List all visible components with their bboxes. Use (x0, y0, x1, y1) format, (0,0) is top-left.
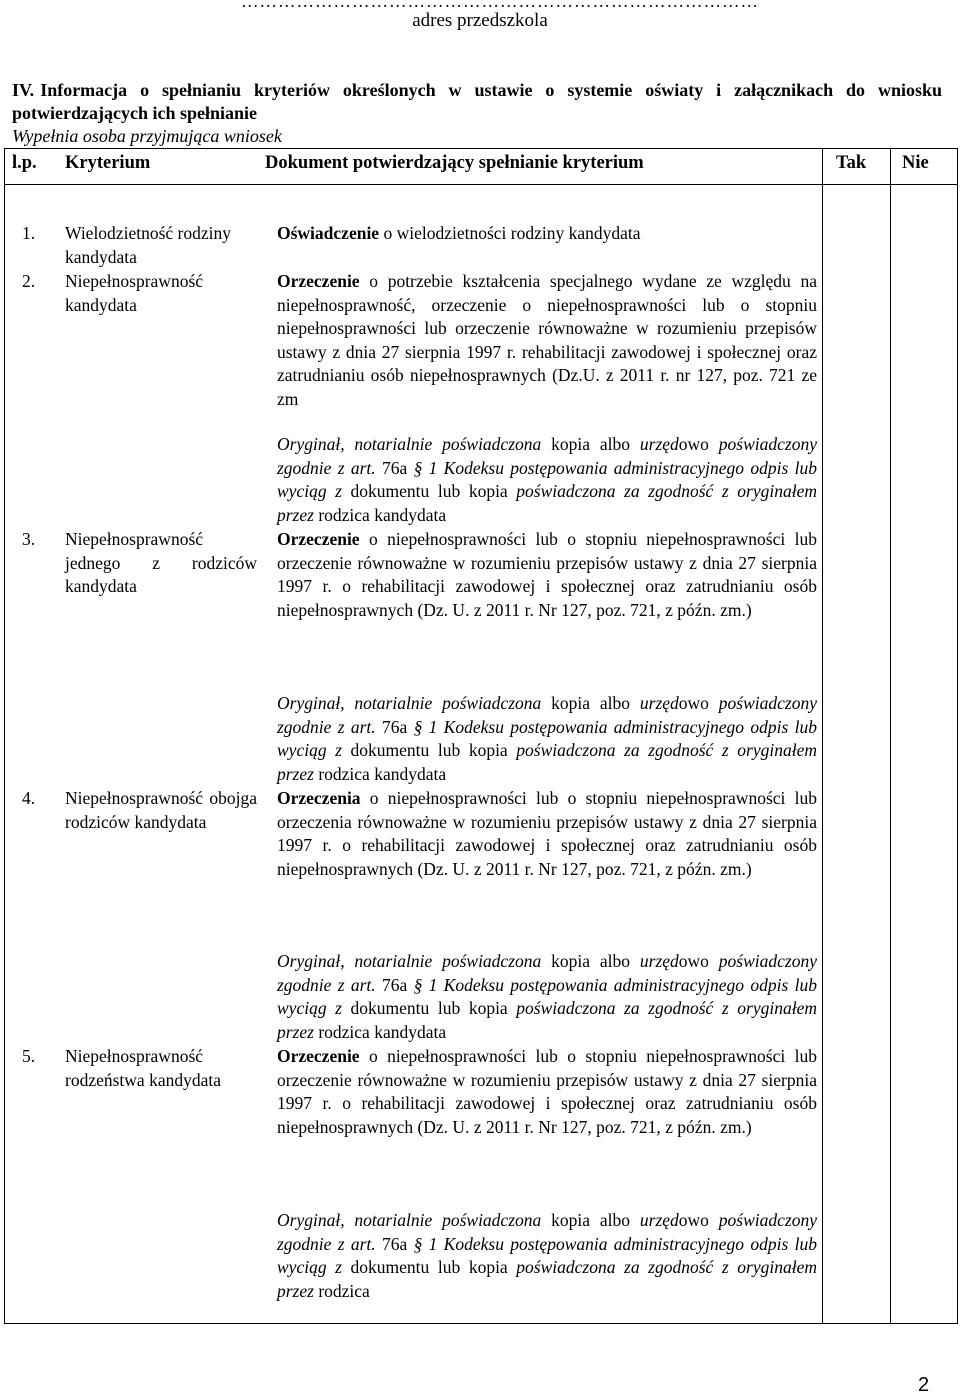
row-1-document (277, 222, 817, 246)
address-dots: ………………………………………………………………………… (241, 0, 759, 11)
row-2-criterion: Niepełnosprawność kandydata (65, 271, 204, 315)
row-4-number: 4. (22, 788, 36, 808)
row-1-criterion: Wielodzietność rodziny kandydata (65, 223, 231, 267)
row-3-number: 3. (22, 529, 36, 549)
row-1-doc-title: Oświadczenie (277, 223, 380, 243)
row-4-document (277, 787, 817, 881)
row-4-criterion: Niepełnosprawność obojga rodziców kandydata (65, 788, 257, 832)
section-note: Wypełnia osoba przyjmująca wniosek (12, 126, 282, 146)
column-divider-nie (890, 148, 891, 1324)
row-5-doc-text: o niepełnosprawności lub o stopniu niepełnosprawności lub orzeczenie równoważne w rozumieniu przepisów ustawy z dnia 27 sierpnia 1997 r. o rehabilitacji zawodowej i społecznej oraz zatrudnianiu osób niepełnosprawnych (Dz. U. z 2011 r. Nr 127, poz. 721, z późn. zm.) (277, 1046, 817, 1137)
header-lp: l.p. (12, 153, 37, 173)
row-2-number: 2. (22, 271, 36, 291)
row-2-doc-text: o potrzebie kształcenia specjalnego wydane ze względu na niepełnosprawność, orzeczenie o niepełnosprawności lub o stopniu niepełnosprawności lub orzeczenie równoważne w rozumieniu przepisów ustawy z dnia 27 sierpnia 1997 r. rehabilitacji zawodowej i społecznej oraz zatrudnianiu osób niepełnosprawnych (Dz.U. z 2011 r. nr 127, poz. 721 ze zm (277, 271, 817, 409)
row-5-doc-title: Orzeczenie (277, 1046, 360, 1066)
row-5-criterion: Niepełnosprawność rodzeństwa kandydata (65, 1046, 221, 1090)
row-2-doc-title: Orzeczenie (277, 271, 360, 291)
row-3-document (277, 528, 817, 622)
row-4-original-note: Oryginał, notarialnie poświadczona kopia albo urzędowo poświadczony zgodnie z art. 76a § 1 Kodeksu postępowania administracyjnego odpis lub wyciąg z dokumentu lub kopia poświadczona za zgodność z oryginałem przez rodzica kandydata (277, 951, 817, 1042)
row-5-number: 5. (22, 1046, 36, 1066)
row-4-doc-title: Orzeczenia (277, 788, 361, 808)
section-title-text: Informacja o spełnianiu kryteriów określonych w ustawie o systemie oświaty i załącznikach do wniosku potwierdzających ich spełnianie (12, 80, 942, 123)
row-2-document (277, 270, 817, 411)
row-5-document (277, 1045, 817, 1139)
page-number: 2 (918, 1374, 930, 1396)
row-3-doc-text: o niepełnosprawności lub o stopniu niepełnosprawności lub orzeczenie równoważne w rozumieniu przepisów ustawy z dnia 27 sierpnia 1997 r. o rehabilitacji zawodowej i społecznej oraz zatrudnianiu osób niepełnosprawnych (Dz. U. z 2011 r. Nr 127, poz. 721, z późn. zm.) (277, 529, 817, 620)
row-4-doc-text: o niepełnosprawności lub o stopniu niepełnosprawności lub orzeczenia równoważne w rozumieniu przepisów ustawy z dnia 27 sierpnia 1997 r. o rehabilitacji zawodowej i społecznej oraz zatrudnianiu osób niepełnosprawnych (Dz. U. z 2011 r. Nr 127, poz. 721, z późn. zm.) (277, 788, 817, 879)
header-dokument: Dokument potwierdzający spełnianie kryterium (265, 153, 644, 173)
header-kryterium: Kryterium (65, 153, 151, 173)
header-nie: Nie (902, 153, 929, 173)
row-3-criterion: Niepełnosprawność jednego z rodziców kandydata (65, 529, 257, 596)
section-title (12, 79, 942, 125)
row-1-doc-text: o wielodzietności rodziny kandydata (379, 223, 641, 243)
header-row-divider (4, 184, 958, 185)
section-roman: IV. (12, 80, 35, 100)
column-divider-tak (822, 148, 823, 1324)
address-label: adres przedszkola (412, 10, 548, 31)
header-tak: Tak (836, 153, 867, 173)
row-1-number: 1. (22, 223, 36, 243)
row-5-original-note: Oryginał, notarialnie poświadczona kopia albo urzędowo poświadczony zgodnie z art. 76a § 1 Kodeksu postępowania administracyjnego odpis lub wyciąg z dokumentu lub kopia poświadczona za zgodność z oryginałem przez rodzica (277, 1210, 817, 1301)
row-3-original-note: Oryginał, notarialnie poświadczona kopia albo urzędowo poświadczony zgodnie z art. 76a § 1 Kodeksu postępowania administracyjnego odpis lub wyciąg z dokumentu lub kopia poświadczona za zgodność z oryginałem przez rodzica kandydata (277, 693, 817, 784)
row-3-doc-title: Orzeczenie (277, 529, 360, 549)
row-2-original-note: Oryginał, notarialnie poświadczona kopia albo urzędowo poświadczony zgodnie z art. 76a § 1 Kodeksu postępowania administracyjnego odpis lub wyciąg z dokumentu lub kopia poświadczona za zgodność z oryginałem przez rodzica kandydata (277, 434, 817, 525)
